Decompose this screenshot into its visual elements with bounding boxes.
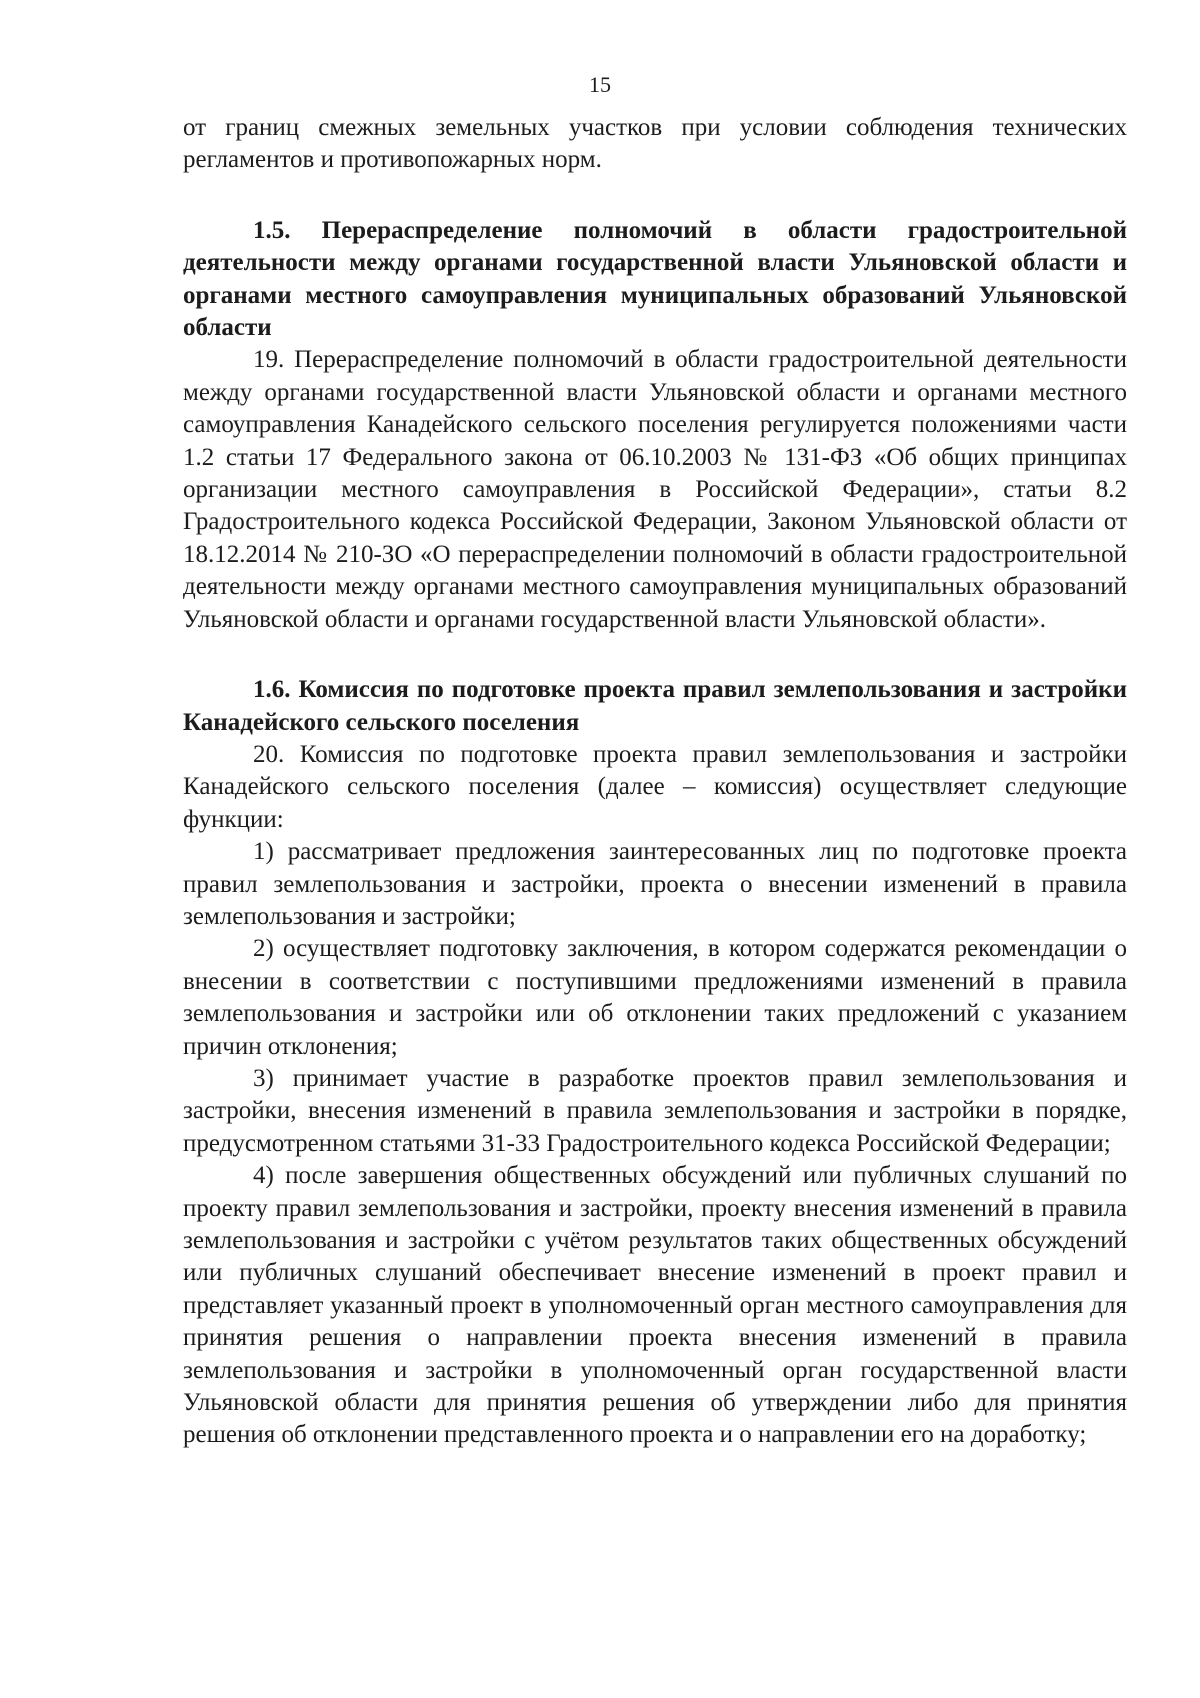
document-body (183, 112, 1127, 1452)
paragraph-20: 20. Комиссия по подготовке проекта правил землепользования и застройки Канадейского сельского поселения (далее – комиссия) осуществляет следующие функции: (183, 740, 1127, 833)
list-item-2: 2) осуществляет подготовку заключения, в котором содержатся рекомендации о внесении в соответствии с поступившими предложениями изменений в правила землепользования и застройки или об отклонении таких предложений с указанием причин отклонения; (183, 935, 1127, 1060)
section-gap (183, 177, 1127, 215)
section-gap (183, 636, 1127, 674)
section-1-5-heading: 1.5. Перераспределение полномочий в области градостроительной деятельности между органами государственной власти Ульяновской области и органами местного самоуправления муниципальных образований Ульяновской области (183, 216, 1127, 342)
list-item-4: 4) после завершения общественных обсуждений или публичных слушаний по проекту правил землепользования и застройки, проекту внесения изменений в правила землепользования и застройки с учётом результатов таких общественных обсуждений или публичных слушаний обеспечивает внесение изменений в проект правил и представляет указанный проект в уполномоченный орган местного самоуправления для принятия решения о направлении проекта внесения изменений в правила землепользования и застройки в уполномоченный орган государственной власти Ульяновской области для принятия решения об утверждении либо для принятия решения об отклонении представленного проекта и о направлении его на доработку; (183, 1162, 1127, 1449)
page-number: 15 (589, 72, 611, 97)
intro-paragraph: от границ смежных земельных участков при условии соблюдения технических регламентов и противопожарных норм. (183, 114, 1127, 174)
list-item-3: 3) принимает участие в разработке проектов правил землепользования и застройки, внесения изменений в правила землепользования и застройки в порядке, предусмотренном статьями 31-33 Градостроительного кодекса Российской Федерации; (183, 1064, 1127, 1157)
paragraph-19: 19. Перераспределение полномочий в области градостроительной деятельности между органами государственной власти Ульяновской области и органами местного самоуправления Канадейского сельского поселения регулируется положениями части 1.2 статьи 17 Федерального закона от 06.10.2003 № 131-ФЗ «Об общих принципах организации местного самоуправления в Российской Федерации», статьи 8.2 Градостроительного кодекса Российской Федерации, Законом Ульяновской области от 18.12.2014 № 210-ЗО «О перераспределении полномочий в области градостроительной деятельности между органами местного самоуправления муниципальных образований Ульяновской области и органами государственной власти Ульяновской области». (183, 346, 1127, 633)
section-1-6-heading: 1.6. Комиссия по подготовке проекта правил землепользования и застройки Канадейского сельского поселения (183, 676, 1127, 736)
list-item-1: 1) рассматривает предложения заинтересованных лиц по подготовке проекта правил землепользования и застройки, проекта о внесении изменений в правила землепользования и застройки; (183, 838, 1127, 930)
